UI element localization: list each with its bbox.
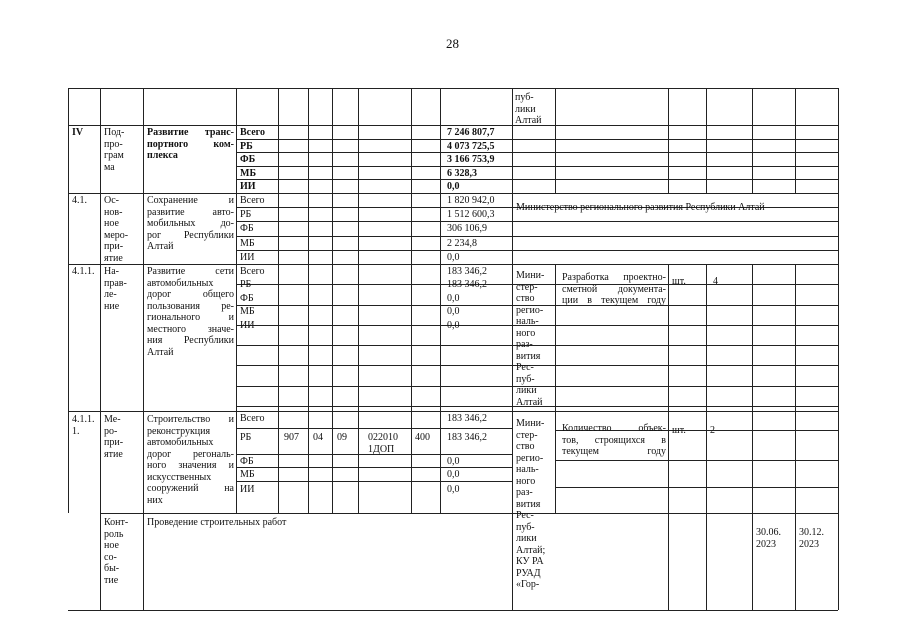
funding-amount: 0,0 — [447, 251, 460, 263]
funding-source: ИИ — [240, 251, 255, 263]
control-date-end: 30.12. 2023 — [799, 527, 824, 550]
funding-source: МБ — [240, 167, 257, 179]
control-date-start: 30.06. 2023 — [756, 527, 781, 550]
kbk-vr: 400 — [415, 432, 430, 443]
grid-line — [555, 88, 556, 193]
funding-source: РБ — [240, 432, 252, 443]
funding-source: ФБ — [240, 223, 254, 235]
grid-line — [752, 264, 753, 610]
row-type: Ме- ро- при- ятие — [104, 414, 124, 460]
funding-source: ИИ — [240, 181, 256, 193]
funding-source: Всего — [240, 266, 265, 277]
funding-source: ФБ — [240, 456, 254, 467]
source-row-line — [236, 152, 838, 153]
funding-amount: 4 073 725,5 — [447, 140, 495, 152]
row-separator — [68, 193, 838, 194]
row-type: На- прав- ле- ние — [104, 266, 127, 312]
row-type: Под- про- грам ма — [104, 127, 125, 173]
indicator-row-line — [555, 487, 838, 488]
page-number: 28 — [446, 36, 459, 51]
funding-source: ИИ — [240, 484, 255, 495]
funding-amount: 183 346,2 — [447, 413, 487, 424]
funding-amount: 1 820 942,0 — [447, 195, 495, 206]
grid-line — [795, 264, 796, 610]
funding-source: ИИ — [240, 319, 255, 331]
row-separator — [68, 125, 838, 126]
funding-amount: 3 166 753,9 — [447, 154, 495, 166]
grid-line — [752, 88, 753, 193]
indicator-unit: шт. — [672, 276, 686, 287]
source-row-line — [236, 481, 512, 482]
kbk-csr: 022010 1ДОП — [368, 432, 398, 455]
funding-source: Всего — [240, 413, 265, 424]
grid-line — [706, 88, 707, 193]
table-top-border — [68, 88, 838, 89]
funding-source: ФБ — [240, 154, 256, 166]
source-row-line — [236, 236, 838, 237]
funding-source: РБ — [240, 279, 252, 291]
indicator-name: Разработка проектно- сметной документа- ции в текущем году — [562, 272, 666, 306]
funding-amount: 0,0 — [447, 484, 460, 495]
funding-amount: 7 246 807,7 — [447, 127, 495, 138]
indicator-value: 2 — [710, 425, 715, 436]
grid-line — [706, 264, 707, 610]
funding-source: РБ — [240, 140, 253, 152]
funding-source: ФБ — [240, 292, 254, 304]
control-event-type: Конт- роль ное со- бы- тие — [104, 517, 129, 586]
indicator-row-line — [555, 460, 838, 461]
funding-amount: 2 234,8 — [447, 237, 477, 249]
table-bottom-border — [68, 610, 838, 611]
source-row-line — [236, 250, 838, 251]
source-row-line — [236, 179, 838, 180]
kbk-rz: 04 — [313, 432, 323, 443]
row-separator — [100, 513, 838, 514]
grid-line — [668, 88, 669, 193]
funding-amount: 183 346,2 — [447, 432, 487, 443]
table-right-border — [838, 88, 839, 610]
funding-amount: 183 346,2 — [447, 266, 487, 277]
funding-amount: 6 328,3 — [447, 167, 477, 179]
executor-ministry: Мини- стер- ство регио- наль- ного раз- вития Рес- пуб- лики Алтай — [516, 270, 545, 408]
source-row-line — [236, 221, 838, 222]
funding-source: РБ — [240, 209, 252, 221]
funding-amount: 0,0 — [447, 292, 460, 304]
funding-source: МБ — [240, 469, 255, 480]
grid-line — [100, 88, 101, 610]
executor-ministry: Мини- стер- ство регио- наль- ного раз- вития Рес- пуб- лики Алтай; КУ РА РУАД «Гор- — [516, 418, 546, 590]
row-separator — [68, 411, 838, 412]
source-row-line — [236, 139, 838, 140]
funding-amount: 0,0 — [447, 469, 460, 480]
source-row-line — [236, 428, 512, 429]
source-row-line — [236, 166, 838, 167]
kbk-grbs: 907 — [284, 432, 299, 443]
row-code: 4.1. — [72, 195, 87, 206]
row-type: Ос- нов- ное меро- при- ятие — [104, 195, 129, 264]
funding-amount: 306 106,9 — [447, 223, 487, 235]
funding-amount: 0,0 — [447, 306, 460, 318]
funding-source: Всего — [240, 195, 265, 206]
kbk-pr: 09 — [337, 432, 347, 443]
row-code: 4.1.1. — [72, 266, 95, 277]
indicator-value: 4 — [713, 276, 718, 287]
row-name: Развитие сети автомобильных дорог общего пользования ре- гионального и местного значе- ния Республики Алтай — [147, 266, 234, 358]
funding-amount: 183 346,2 — [447, 279, 487, 291]
row-name: Развитие транс- портного ком- плекса — [147, 127, 234, 161]
indicator-name: Количество объек- тов, строящихся в текущем году — [562, 423, 666, 457]
funding-amount: 0,0 — [447, 319, 460, 331]
funding-amount: 0,0 — [447, 456, 460, 467]
row-name: Строительство и реконструкция автомобильных дорог регональ- ного значения и искусственных сооружений на них — [147, 414, 234, 506]
row-separator — [68, 264, 838, 265]
grid-line — [143, 88, 144, 610]
control-event-name: Проведение строительных работ — [147, 517, 287, 528]
row-code: IV — [72, 127, 84, 138]
funding-source: МБ — [240, 237, 255, 249]
executor-ministry: Министерство регионального развития Республики Алтай — [516, 202, 765, 213]
row-name: Сохранение и развитие авто- мобильных до- рог Республики Алтай — [147, 195, 234, 252]
row-code: 4.1.1. 1. — [72, 414, 95, 437]
funding-source: Всего — [240, 127, 265, 138]
grid-line — [795, 88, 796, 193]
grid-line — [668, 264, 669, 610]
executor-fragment: пуб- лики Алтай — [515, 92, 542, 126]
indicator-unit: шт. — [672, 425, 686, 436]
funding-source: МБ — [240, 306, 255, 318]
funding-amount: 0,0 — [447, 181, 460, 193]
table-left-border — [68, 88, 69, 513]
funding-amount: 1 512 600,3 — [447, 209, 495, 221]
